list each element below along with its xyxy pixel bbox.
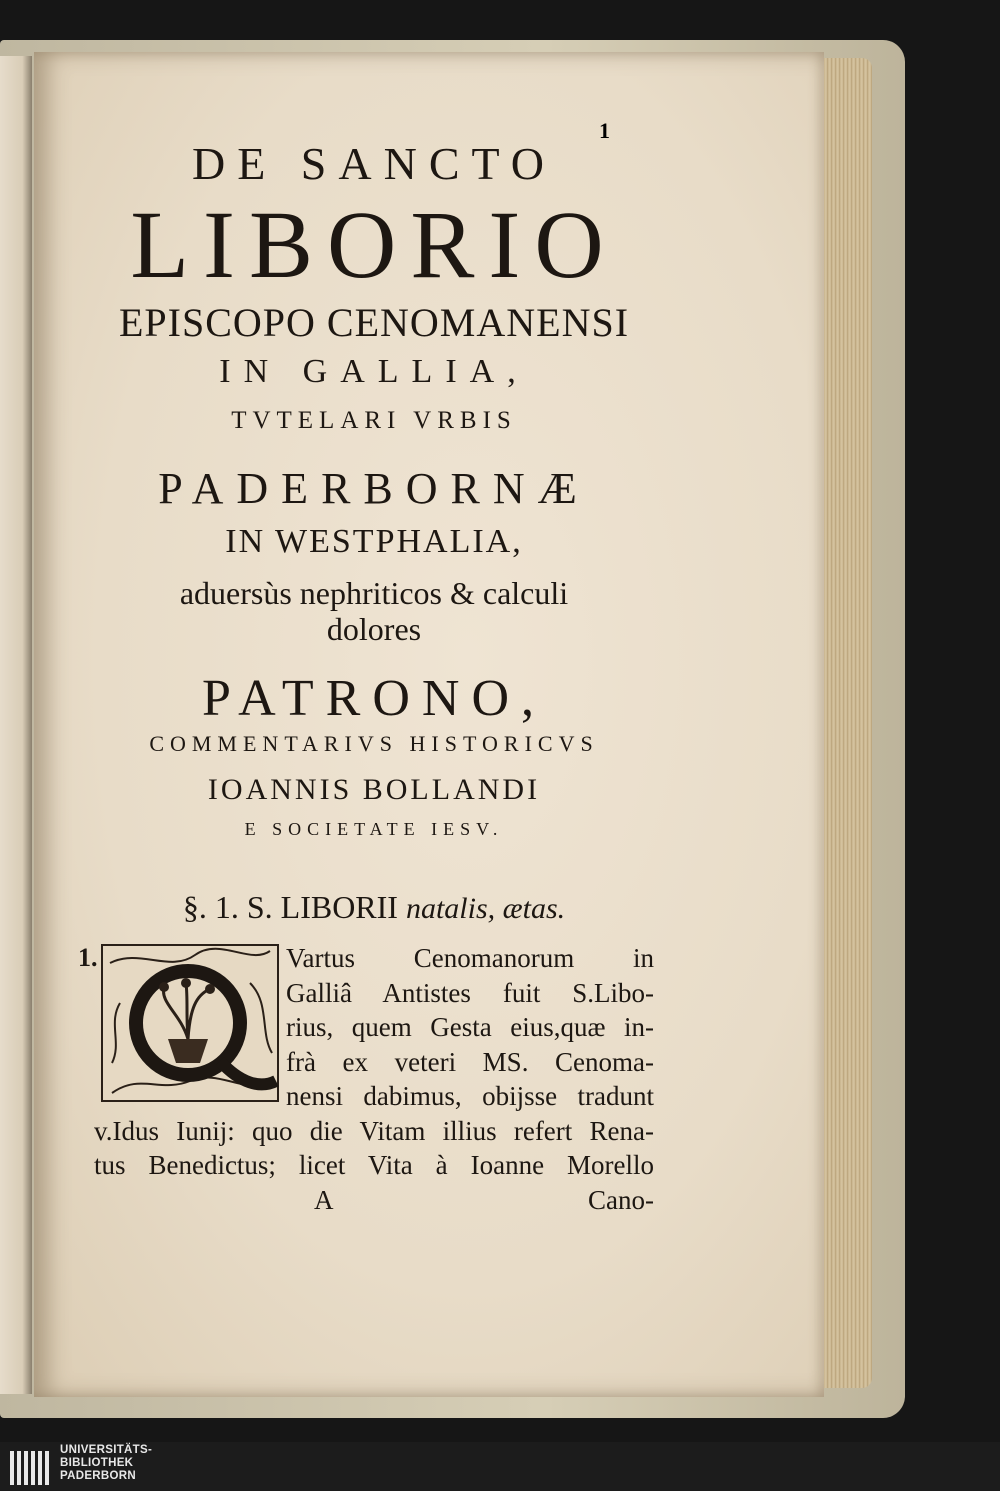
paragraph-line: Vartus Cenomanorum in	[286, 943, 654, 973]
paragraph-line: frà ex veteri MS. Cenoma-	[286, 1046, 654, 1077]
title-line-10: PATRONO,	[201, 670, 547, 727]
paragraph-line: nensi dabimus, obijsse tradunt	[286, 1081, 654, 1111]
title-line-7: IN WESTPHALIA,	[225, 523, 523, 560]
title-line-1: DE SANCTO	[191, 138, 556, 189]
paragraph	[78, 941, 654, 1217]
title-line-8: aduersùs nephriticos & calculi	[179, 575, 569, 611]
library-name	[60, 1444, 152, 1483]
paragraph-line: tus Benedictus; licet Vita à Ioanne Morello	[94, 1150, 654, 1180]
section-topic: natalis, ætas.	[405, 892, 566, 925]
title-line-5: TVTELARI VRBIS	[231, 407, 517, 434]
title-line-9: dolores	[326, 611, 422, 647]
section-name: S. LIBORII	[246, 889, 398, 925]
library-logo-icon	[8, 1445, 52, 1487]
library-name-line-2: BIBLIOTHEK	[60, 1457, 134, 1469]
section-number: §. 1.	[182, 889, 239, 925]
section-heading	[94, 889, 654, 941]
folio-number: 1	[599, 118, 610, 143]
decorated-initial-icon	[100, 943, 280, 1103]
decorated-initial-q	[100, 943, 280, 1103]
paragraph-line: rius, quem Gesta eius,quæ in-	[286, 1012, 654, 1042]
title-line-13: E SOCIETATE IESV.	[244, 819, 504, 839]
signature-mark: A	[314, 1184, 334, 1215]
facing-page-edge	[0, 56, 32, 1394]
title-line-11: COMMENTARIVS HISTORICVS	[149, 731, 599, 756]
paragraph-line: Galliâ Antistes fuit S.Libo-	[286, 977, 654, 1008]
title-line-2: LIBORIO	[130, 191, 618, 298]
title-line-3: EPISCOPO CENOMANENSI	[118, 300, 630, 345]
title-line-4: IN GALLIA,	[219, 353, 529, 390]
title-block	[78, 112, 654, 1217]
title-line-6: PADERBORNÆ	[158, 464, 590, 513]
paragraph-number: 1.	[78, 943, 98, 972]
paragraph-line: v.Idus Iunij: quo die Vitam illius refert Rena-	[94, 1115, 654, 1146]
book-page	[34, 52, 824, 1397]
title-line-12: IOANNIS BOLLANDI	[207, 773, 541, 806]
catchword: Cano-	[588, 1184, 654, 1215]
signature-line	[94, 1183, 654, 1218]
library-name-line-1: UNIVERSITÄTS-	[60, 1444, 153, 1456]
library-name-line-3: PADERBORN	[60, 1470, 136, 1482]
